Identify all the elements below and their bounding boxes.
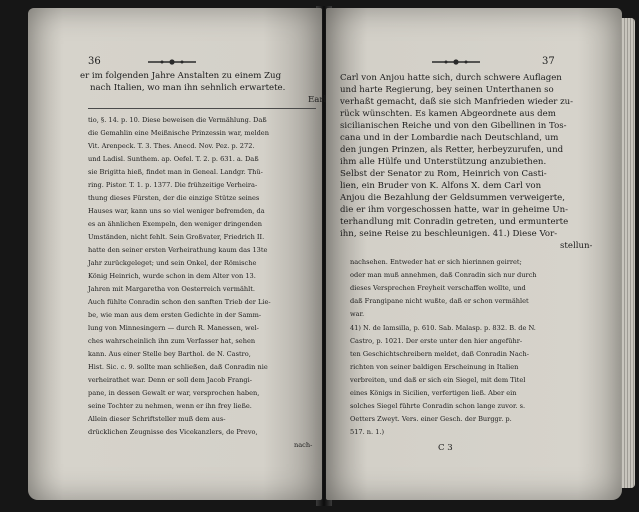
signature-mark: C 3 xyxy=(438,443,453,453)
text-line: lien, ein Bruder von K. Alfons X. dem Carl von xyxy=(340,181,542,191)
text-line: sicilianischen Reiche und von den Gibellinen in Tos- xyxy=(340,121,567,131)
footnote-line: Vit. Arenpeck. T. 3. Thes. Anecd. Nov. Pez. p. 272. xyxy=(88,142,255,150)
footnote-line: verbreiten, und daß er sich ein Siegel, mit dem Titel xyxy=(350,376,526,384)
footnote-line: König Heinrich, wurde schon in dem Alter von 13. xyxy=(88,272,256,280)
text-line: ihm alle Hülfe und Unterstützung anzubiethen. xyxy=(340,157,547,167)
page-number: 37 xyxy=(542,56,555,67)
footnote-line: Jahr zurückgeleget; und sein Onkel, der Römische xyxy=(88,259,257,267)
footnote-line: war. xyxy=(350,310,365,318)
page-edges xyxy=(621,18,635,488)
text-line: verhaßt gemacht, daß sie sich Manfrieden wieder zu- xyxy=(340,97,574,107)
footnote-line: eines Königs in Sicilien, verfertigen ließ. Aber ein xyxy=(350,389,517,397)
footnote-line: Oetters Zweyt. Vers. einer Gesch. der Burggr. p. xyxy=(350,415,512,423)
footnote-line: nachsehen. Entweder hat er sich hierinnen geirret; xyxy=(350,258,522,266)
text-line: die er ihm vorgeschossen hatte, war in geheime Un- xyxy=(340,205,569,215)
footnote-line: drücklichen Zeugnisse des Vicekanzlers, de Prevo, xyxy=(88,428,258,436)
text-line: er im folgenden Jahre Anstalten zu einem Zug xyxy=(80,71,282,81)
text-line: den jungen Prinzen, als Retter, herbeyzurufen, und xyxy=(340,145,564,155)
footnote-line: hatte den seiner ersten Verheirathung kaum das 13te xyxy=(88,246,268,254)
footnote-line: oder man muß annehmen, daß Conradin sich nur durch xyxy=(350,271,537,279)
footnote-line: richten von seiner baldigen Erscheinung in Italien xyxy=(350,363,519,371)
footnote-line: tio, §. 14. p. 10. Diese beweisen die Vermählung. Daß xyxy=(88,116,267,124)
catchword: nach- xyxy=(294,441,313,449)
footnote-line: seine Tochter zu nehmen, wenn er ihn frey ließe. xyxy=(88,402,252,410)
ornament-icon xyxy=(430,58,482,66)
footnote-line: pane, in dessen Gewalt er war, versprochen haben, xyxy=(88,389,260,397)
ornament-icon xyxy=(146,58,198,66)
footnote-line: lung von Minnesingern — durch R. Manessen, wel- xyxy=(88,324,259,332)
footnote-line: Jahren mit Margaretha von Oesterreich vermählt. xyxy=(88,285,255,293)
footnote-line: sie Brigitta hieß, findet man in Geneal. Landgr. Thü- xyxy=(88,168,263,176)
footnote-line: verheirathet war. Denn er soll dem Jacob Frangi- xyxy=(88,376,252,384)
footnote-line: die Gemahlin eine Meißnische Prinzessin war, melden xyxy=(88,129,269,137)
text-line: Selbst der Senator zu Rom, Heinrich von Casti- xyxy=(340,169,547,179)
footnote-line: 517. n. 1.) xyxy=(350,428,385,436)
footnote-line: Hauses war, kann uns so viel weniger befremden, da xyxy=(88,207,265,215)
footnote-line: daß Frangipane nicht wußte, daß er schon vermählet xyxy=(350,297,529,305)
catchword: Earl xyxy=(308,95,327,105)
text-line: rück wünschten. Es kamen Abgeordnete aus dem xyxy=(340,109,556,119)
text-line: ihn, seine Reise zu beschleunigen. 41.) Diese Vor- xyxy=(340,229,558,239)
footnote-line: Castro, p. 1021. Der erste unter den hier angeführ- xyxy=(350,337,523,345)
text-line: Carl von Anjou hatte sich, durch schwere Auflagen xyxy=(340,73,562,83)
footnote-line: ches wahrscheinlich ihn zum Verfasser hat, sehen xyxy=(88,337,256,345)
footnote-line: Hist. Sic. c. 9. sollte man schließen, daß Conradin nie xyxy=(88,363,268,371)
footnote-line: Umständen, nicht fehlt. Sein Großvater, Friedrich II. xyxy=(88,233,265,241)
footnote-line: be, wie man aus dem ersten Gedichte in der Samm- xyxy=(88,311,262,319)
text-line: Anjou die Bezahlung der Geldsummen verweigerte, xyxy=(340,193,565,203)
footnote-line: kann. Aus einer Stelle bey Barthol. de N. Castro, xyxy=(88,350,251,358)
footnote-line: dieses Versprechen Freyheit verschaffen wollte, und xyxy=(350,284,526,292)
text-line: cana und in der Lombardie nach Deutschland, um xyxy=(340,133,559,143)
footnote-rule xyxy=(88,108,316,109)
footnote-line: thung dieses Fürsten, der die einzige Stütze seines xyxy=(88,194,260,202)
footnote-line: ten Geschichtschreibern meldet, daß Conradin Nach- xyxy=(350,350,529,358)
left-page xyxy=(28,8,327,500)
footnote-line: und Ladisl. Sunthem. ap. Oefel. T. 2. p. 631. a. Daß xyxy=(88,155,259,163)
footnote-line: 41) N. de Iamsilla, p. 610. Sab. Malasp. p. 832. B. de N. xyxy=(350,324,536,332)
right-page xyxy=(326,8,622,500)
footnote-line: Auch fühlte Conradin schon den sanften Trieb der Lie- xyxy=(88,298,271,306)
footnote-line: solches Siegel führte Conradin schon lange zuvor. s. xyxy=(350,402,526,410)
footnote-line: ring. Pistor. T. 1. p. 1377. Die frühzeitige Verheira- xyxy=(88,181,258,189)
text-line: terhandlung mit Conradin getreten, und ermunterte xyxy=(340,217,569,227)
footnote-line: Allein dieser Schriftsteller muß dem aus- xyxy=(88,415,226,423)
footnote-line: es an ähnlichen Exempeln, den weniger dringenden xyxy=(88,220,263,228)
text-line: nach Italien, wo man ihn sehnlich erwartete. xyxy=(90,83,286,93)
text-line: und harte Regierung, bey seinen Unterthanen so xyxy=(340,85,554,95)
catchword: stellun- xyxy=(560,241,593,251)
page-number: 36 xyxy=(88,56,101,67)
